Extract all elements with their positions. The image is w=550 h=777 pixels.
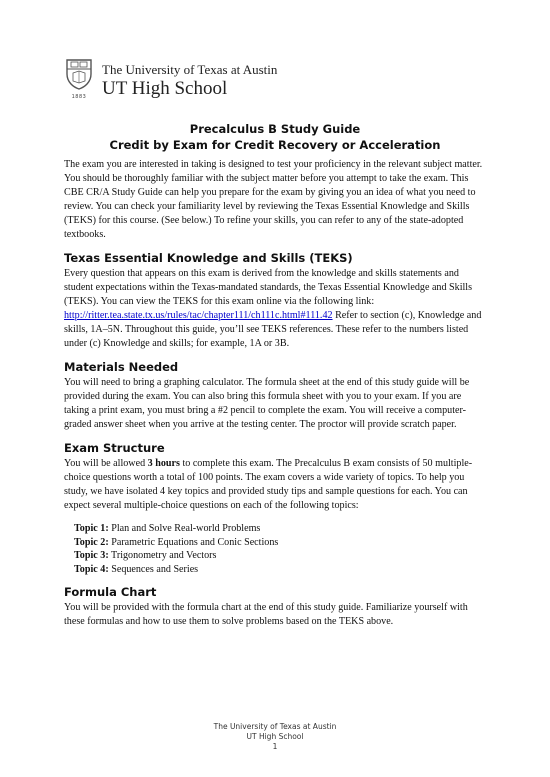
title-line-2: Credit by Exam for Credit Recovery or Acceleration — [109, 138, 441, 152]
formula-paragraph: You will be provided with the formula chart at the end of this study guide. Familiarize yourself with these formulas and how to use them to solve problems based on the TEKS above. — [64, 602, 468, 628]
teks-paragraph — [64, 267, 488, 351]
topic-list — [74, 522, 488, 576]
topic-item — [74, 549, 488, 563]
footer-school: UT High School — [246, 732, 304, 741]
teks-text-after: Refer to section (c), Knowledge and skills, 1A–5N. Throughout this guide, you’ll see TEKS references. These refer to the numbers listed under (c) Knowledge and skills; for example, 1A or 3B. — [64, 310, 482, 349]
page-footer — [40, 722, 510, 752]
topic-text: Parametric Equations and Conic Sections — [111, 536, 279, 548]
footer-university: The University of Texas at Austin — [213, 722, 337, 731]
title-line-1: Precalculus B Study Guide — [189, 122, 361, 136]
topic-label: Topic 3: — [74, 550, 109, 562]
seal-caption: 1883 — [71, 94, 87, 100]
structure-paragraph — [64, 457, 488, 513]
structure-text-before: You will be allowed — [64, 458, 148, 469]
topic-label: Topic 2: — [74, 536, 109, 548]
topic-item — [74, 522, 488, 536]
materials-heading: Materials Needed — [64, 360, 179, 374]
topic-label: Topic 1: — [74, 523, 109, 534]
document-title — [40, 121, 510, 153]
structure-heading: Exam Structure — [64, 441, 165, 455]
structure-duration: 3 hours — [147, 458, 180, 469]
materials-paragraph: You will need to bring a graphing calculator. The formula sheet at the end of this study guide will be provided during the exam. You can also bring this formula sheet with you to your exam. If you are taking a print exam, you must bring a #2 pencil to complete the exam. You will receive a computer-graded answer sheet when you arrive at the testing center. The proctor will provide scratch paper. — [64, 377, 470, 430]
formula-heading: Formula Chart — [64, 585, 157, 600]
teks-link[interactable]: http://ritter.tea.state.tx.us/rules/tac/chapter111/ch111c.html#111.42 — [64, 310, 333, 321]
letterhead — [64, 58, 364, 104]
school-name: UT High School — [102, 78, 228, 99]
intro-paragraph: The exam you are interested in taking is designed to test your proficiency in the relevant subject matter. You should be thoroughly familiar with the subject matter before you attempt to take the exam. This CBE CR/A Study Guide can help you prepare for the exam by giving you an idea of what you need to review. You can check your familiarity level by reviewing the Texas Essential Knowledge and Skills (TEKS) for this course. (See below.) To refine your skills, you can refer to any of the state-adopted textbooks. — [64, 159, 483, 240]
ut-seal-icon — [64, 58, 94, 90]
page-number: 1 — [272, 742, 278, 751]
document-body — [64, 158, 488, 629]
topic-item — [74, 536, 488, 550]
topic-text: Sequences and Series — [111, 563, 199, 575]
topic-label: Topic 4: — [74, 563, 109, 575]
topic-text: Trigonometry and Vectors — [111, 550, 217, 562]
teks-text-before: Every question that appears on this exam is derived from the knowledge and skills statements and student expectations within the Texas-mandated standards, the Texas Essential Knowledge and Skills (TEKS). You can view the TEKS for this exam online via the following link: — [64, 268, 473, 307]
teks-heading: Texas Essential Knowledge and Skills (TEKS) — [64, 251, 353, 265]
university-name: The University of Texas at Austin — [102, 62, 278, 77]
topic-text: Plan and Solve Real-world Problems — [111, 523, 261, 534]
topic-item — [74, 563, 488, 577]
structure-text-after: to complete this exam. The Precalculus B exam consists of 50 multiple-choice questions worth a total of 100 points. The exam covers a wide variety of topics. To help you study, we have isolated 4 key topics and provided study tips and sample questions for each. You can expect several multiple-choice questions on each of the following topics: — [64, 458, 473, 511]
